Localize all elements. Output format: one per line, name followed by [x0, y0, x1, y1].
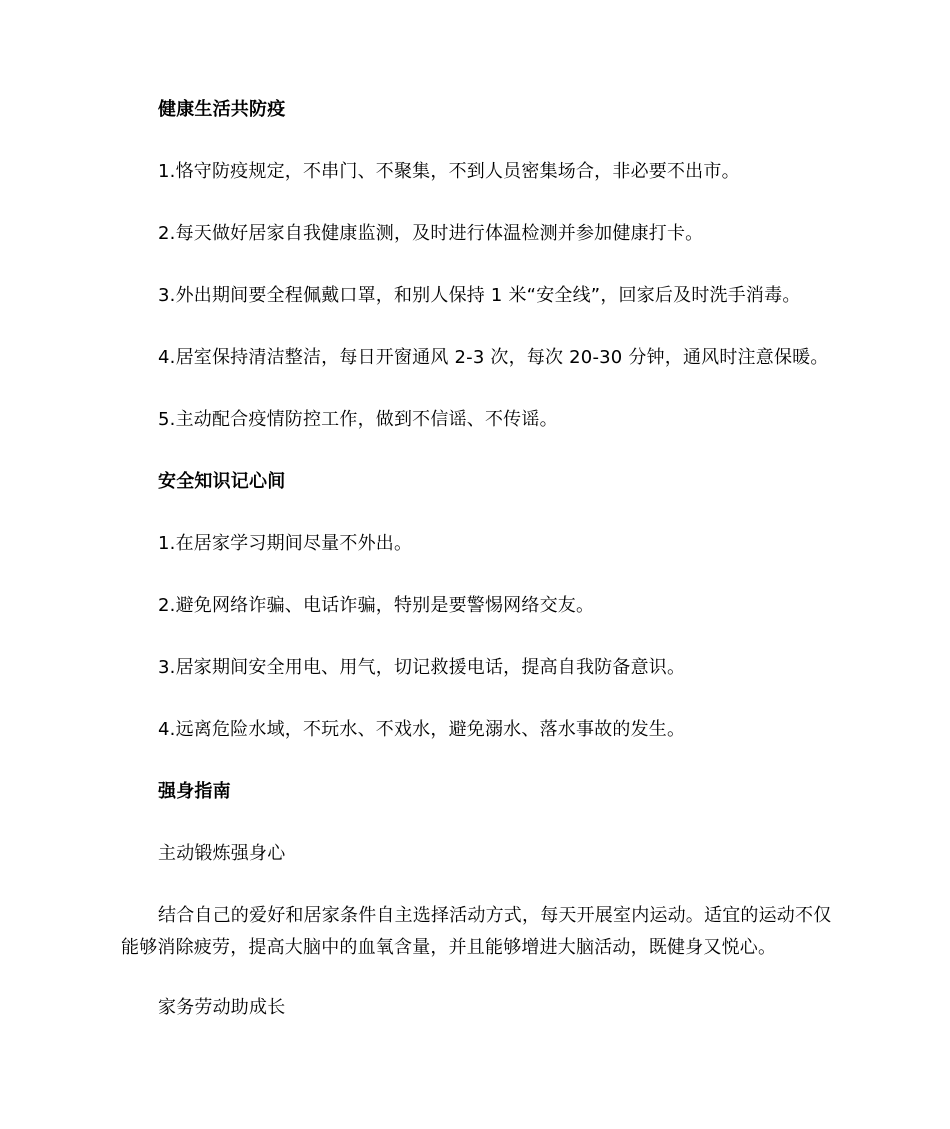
paragraph-exercise: 结合自己的爱好和居家条件自主选择活动方式，每天开展室内运动。适宜的运动不仅能够消除疲劳，提高大脑中的血氧含量，并且能够增进大脑活动，既健身又悦心。	[121, 905, 832, 958]
section-heading-safety: 安全知识记心间	[158, 471, 286, 492]
list-item: 3.居家期间安全用电、用气，切记救援电话，提高自我防备意识。	[158, 657, 686, 678]
list-item: 1.恪守防疫规定，不串门、不聚集，不到人员密集场合，非必要不出市。	[158, 161, 740, 182]
list-item: 3.外出期间要全程佩戴口罩，和别人保持 1 米“安全线”，回家后及时洗手消毒。	[158, 285, 801, 306]
section-heading-health: 健康生活共防疫	[158, 99, 286, 120]
list-item: 1.在居家学习期间尽量不外出。	[158, 533, 413, 554]
list-item: 2.每天做好居家自我健康监测，及时进行体温检测并参加健康打卡。	[158, 223, 704, 244]
section-heading-fitness: 强身指南	[158, 781, 231, 802]
list-item: 5.主动配合疫情防控工作，做到不信谣、不传谣。	[158, 409, 558, 430]
subheading-housework: 家务劳动助成长	[158, 997, 286, 1018]
list-item: 4.远离危险水域，不玩水、不戏水，避免溺水、落水事故的发生。	[158, 719, 686, 740]
list-item: 4.居室保持清洁整洁，每日开窗通风 2-3 次，每次 20-30 分钟，通风时注意保暖。	[158, 347, 829, 368]
subheading-exercise: 主动锻炼强身心	[158, 843, 286, 864]
list-item: 2.避免网络诈骗、电话诈骗，特别是要警惕网络交友。	[158, 595, 595, 616]
